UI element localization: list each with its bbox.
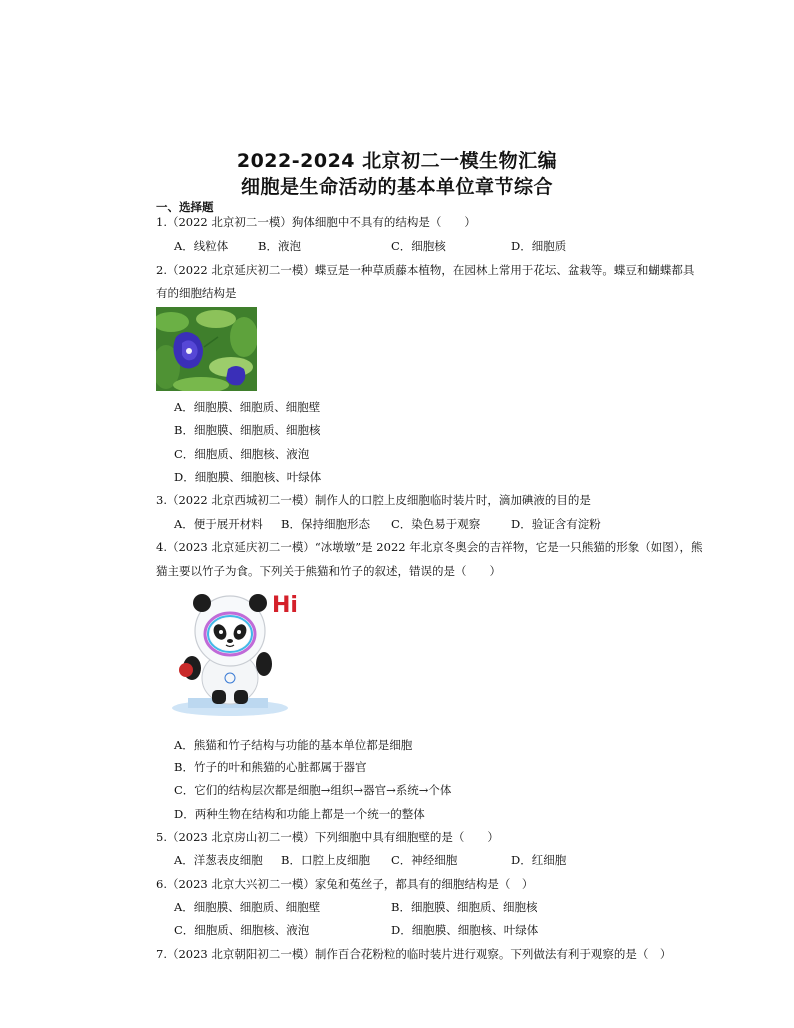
question-3-option-a: A．便于展开材料	[174, 517, 263, 531]
question-2-option-c: C．细胞质、细胞核、液泡	[174, 447, 310, 461]
question-3-option-c: C．染色易于观察	[391, 517, 481, 531]
page-title: 2022-2024 北京初二一模生物汇编	[236, 150, 558, 172]
question-4-stem-line1: 4.（2023 北京延庆初二一模）“冰墩墩”是 2022 年北京冬奥会的吉祥物，它是一只熊猫的形象（如图），熊	[156, 540, 703, 554]
question-2-stem-line1: 2.（2022 北京延庆初二一模）蝶豆是一种草质藤本植物，在园林上常用于花坛、盆栽等。蝶豆和蝴蝶都具	[156, 263, 695, 277]
question-4-option-d: D．两种生物在结构和功能上都是一个统一的整体	[174, 807, 425, 821]
question-3-stem: 3.（2022 北京西城初二一模）制作人的口腔上皮细胞临时装片时，滴加碘液的目的是	[156, 493, 591, 507]
question-5-option-d: D．红细胞	[511, 853, 567, 867]
question-2-option-b: B．细胞膜、细胞质、细胞核	[174, 423, 321, 437]
question-6-option-d: D．细胞膜、细胞核、叶绿体	[391, 923, 539, 937]
hi-text: Hi	[272, 593, 298, 618]
question-4-stem-line2: 猫主要以竹子为食。下列关于熊猫和竹子的叙述，错误的是（ ）	[156, 564, 501, 578]
bing-dwen-dwen-image	[168, 586, 308, 720]
butterfly-pea-image	[156, 307, 257, 391]
question-2-stem-line2: 有的细胞结构是	[156, 286, 237, 300]
question-4-option-c: C．它们的结构层次都是细胞→组织→器官→系统→个体	[174, 783, 452, 797]
question-5-option-c: C．神经细胞	[391, 853, 458, 867]
question-1-stem: 1.（2022 北京初二一模）狗体细胞中不具有的结构是（ ）	[156, 215, 476, 229]
question-3-option-d: D．验证含有淀粉	[511, 517, 601, 531]
question-4-option-a: A．熊猫和竹子结构与功能的基本单位都是细胞	[174, 738, 413, 752]
question-2-option-d: D．细胞膜、细胞核、叶绿体	[174, 470, 322, 484]
question-5-stem: 5.（2023 北京房山初二一模）下列细胞中具有细胞壁的是（ ）	[156, 830, 499, 844]
question-5-option-b: B．口腔上皮细胞	[281, 853, 370, 867]
question-1-option-c: C．细胞核	[391, 239, 446, 253]
question-7-stem: 7.（2023 北京朝阳初二一模）制作百合花粉粒的临时装片进行观察。下列做法有利于观察的是（ ）	[156, 947, 672, 961]
question-6-option-c: C．细胞质、细胞核、液泡	[174, 923, 310, 937]
question-6-stem: 6.（2023 北京大兴初二一模）家兔和菟丝子，都具有的细胞结构是（ ）	[156, 877, 534, 891]
question-2-option-a: A．细胞膜、细胞质、细胞壁	[174, 400, 321, 414]
question-4-option-b: B．竹子的叶和熊猫的心脏都属于器官	[174, 760, 367, 774]
question-1-option-d: D．细胞质	[511, 239, 567, 253]
page-subtitle: 细胞是生命活动的基本单位章节综合	[240, 176, 553, 198]
question-6-option-a: A．细胞膜、细胞质、细胞壁	[174, 900, 321, 914]
question-6-option-b: B．细胞膜、细胞质、细胞核	[391, 900, 538, 914]
question-1-option-b: B．液泡	[258, 239, 301, 253]
question-5-option-a: A．洋葱表皮细胞	[174, 853, 263, 867]
question-3-option-b: B．保持细胞形态	[281, 517, 370, 531]
section-heading: 一、选择题	[156, 200, 214, 214]
question-1-option-a: A．线粒体	[174, 239, 229, 253]
